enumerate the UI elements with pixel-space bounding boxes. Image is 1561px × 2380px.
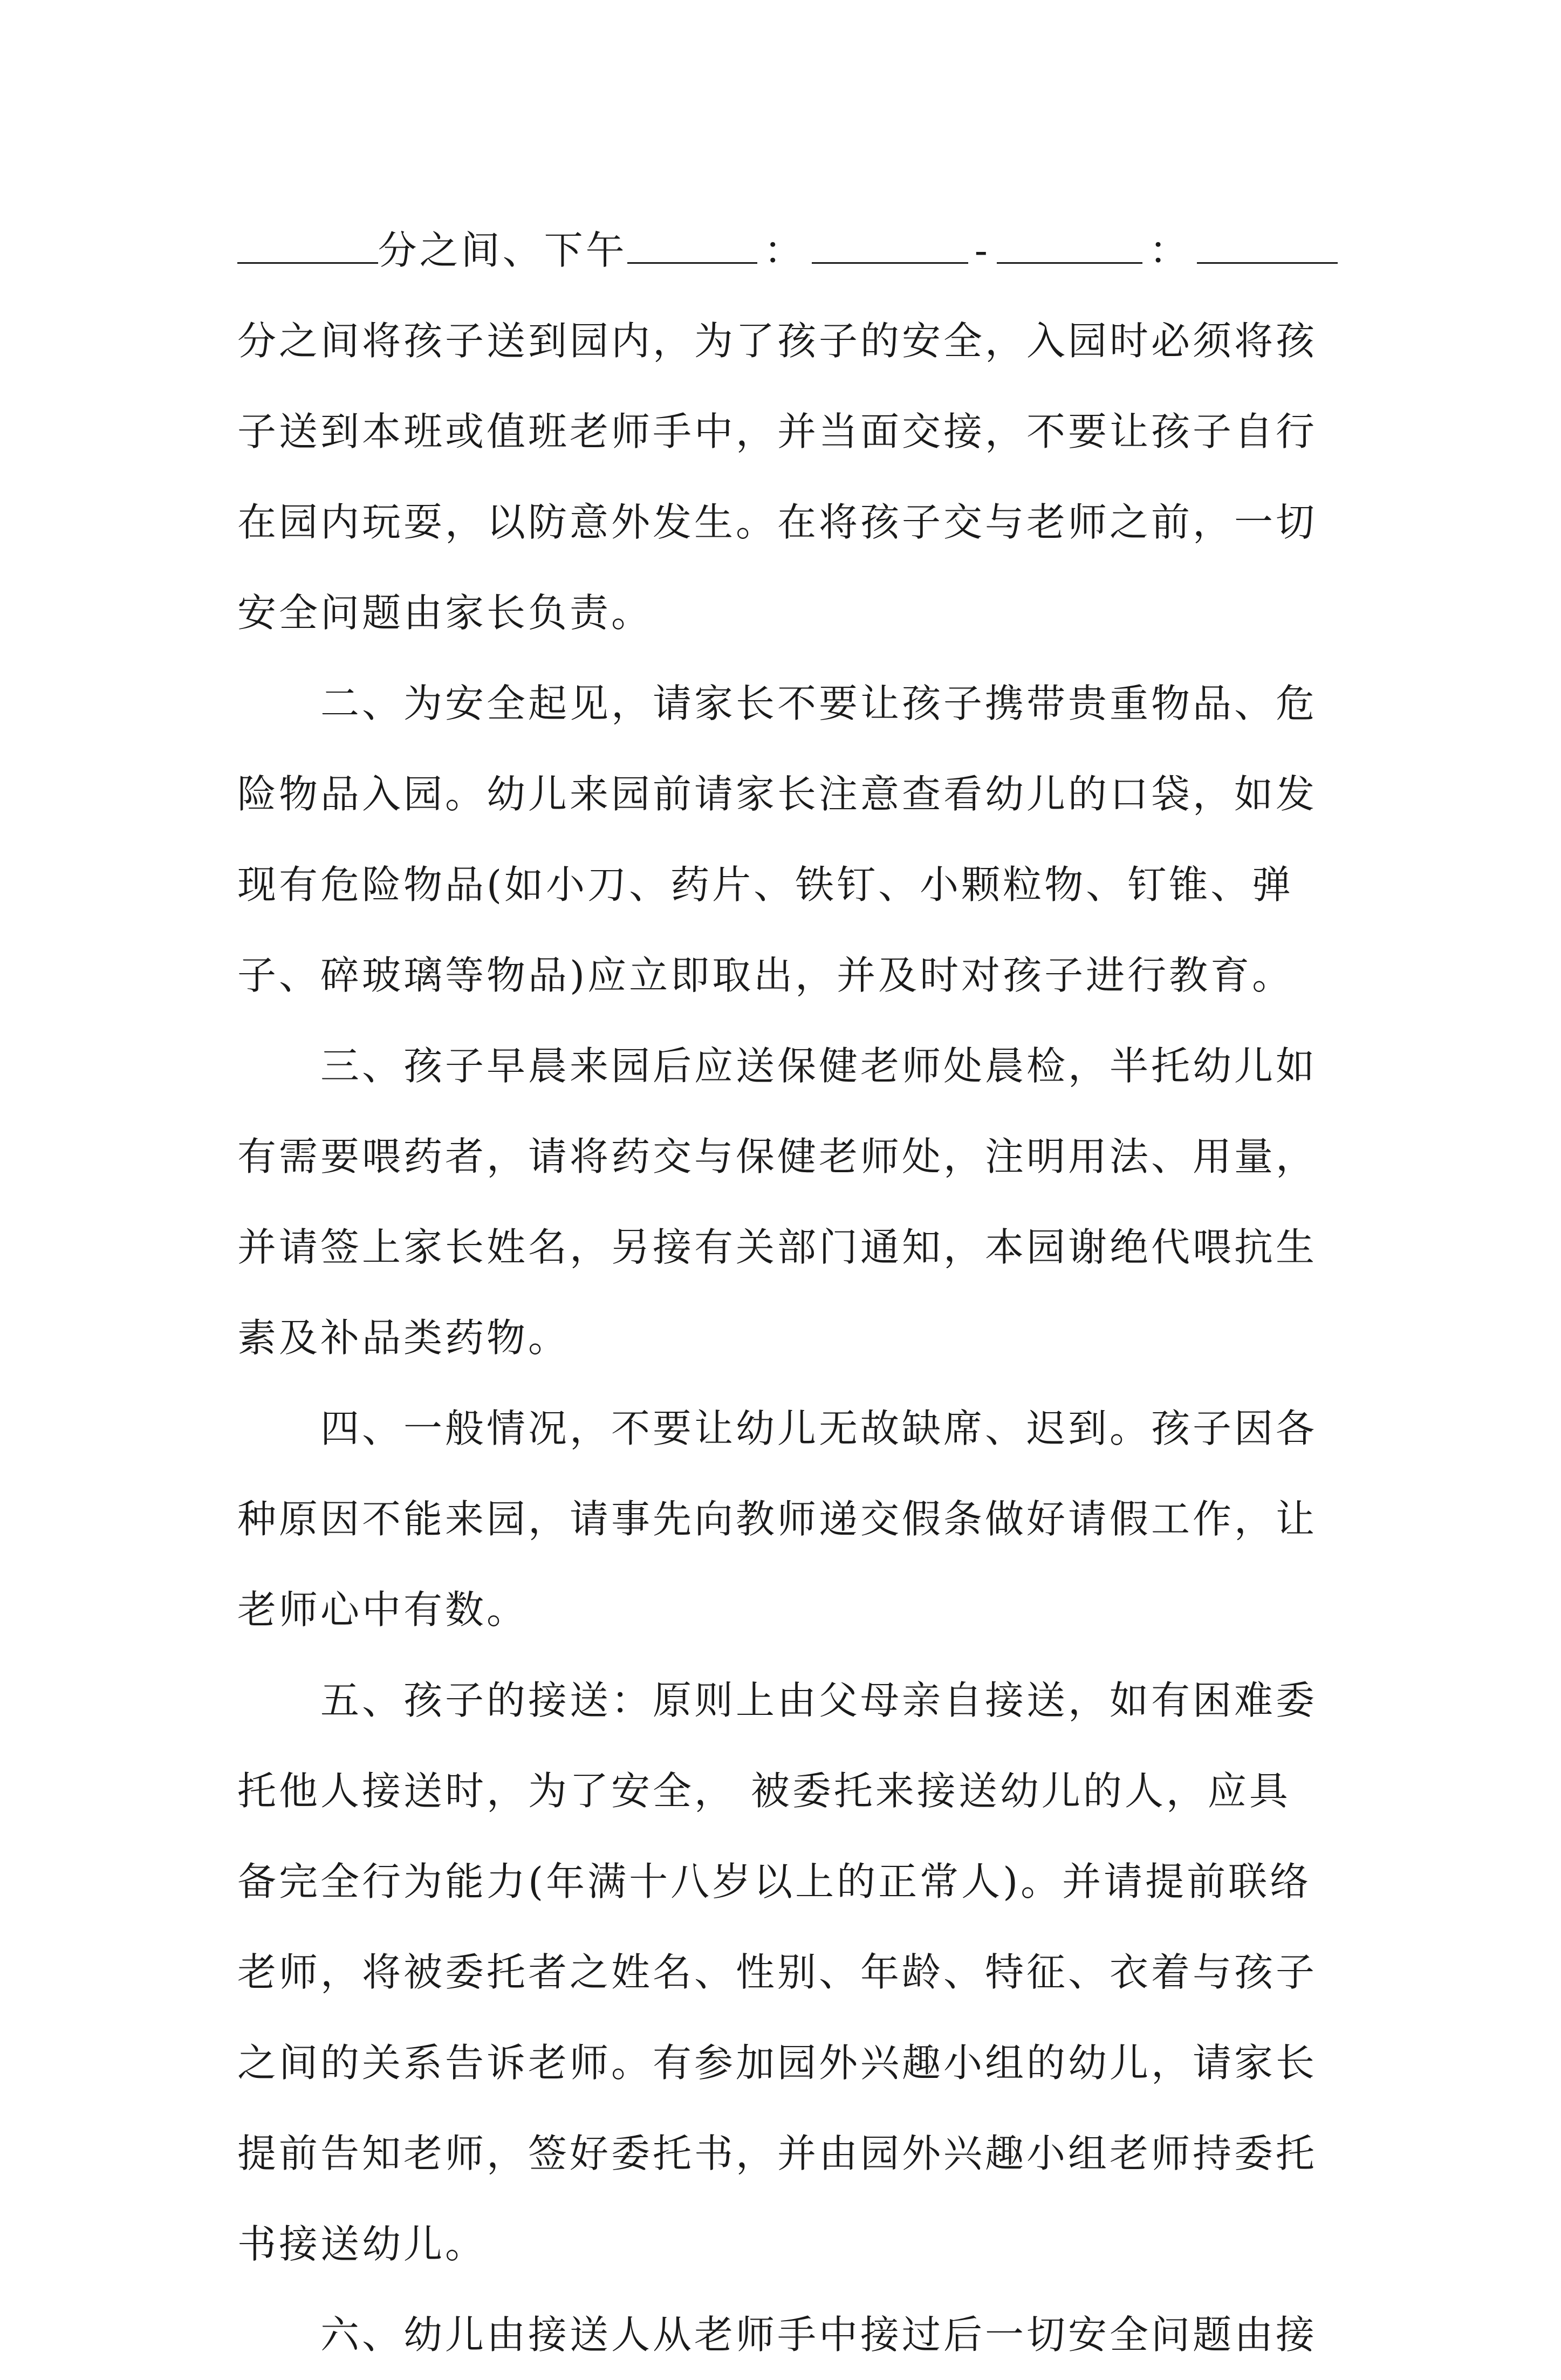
text-line: 之间的关系告诉老师。有参加园外兴趣小组的幼儿，请家长 [237,2040,1318,2085]
text-segment: 分之间、下午 [378,228,627,273]
text-line: 并请签上家长姓名，另接有关部门通知，本园谢绝代喂抗生 [237,1225,1318,1270]
paragraph-3-start: 三、孩子早晨来园后应送保健老师处晨检，半托幼儿如 [237,1043,1318,1089]
paragraph-4-start: 四、一般情况，不要让幼儿无故缺席、迟到。孩子因各 [237,1406,1318,1451]
document-body [237,205,1338,2380]
paragraph-6-start: 六、幼儿由接送人从老师手中接过后一切安全问题由接 [237,2312,1318,2357]
text-line: 素及补品类药物。 [237,1315,570,1360]
text-line: 现有危险物品(如小刀、药片、铁钉、小颗粒物、钉锥、弹 [237,862,1294,907]
time-blanks-line [237,205,1338,296]
text-line: 分之间将孩子送到园内，为了孩子的安全，入园时必须将孩 [237,318,1318,364]
paragraph-2-start: 二、为安全起见，请家长不要让孩子携带贵重物品、危 [237,681,1318,726]
colon-separator: ： [1149,228,1191,273]
text-line: 老师，将被委托者之姓名、性别、年龄、特征、衣着与孩子 [237,1950,1318,1995]
paragraph-5-start: 五、孩子的接送：原则上由父母亲自接送，如有困难委 [237,1678,1318,1723]
text-line: 备完全行为能力(年满十八岁以上的正常人)。并请提前联络 [237,1859,1312,1904]
text-line: 书接送幼儿。 [237,2221,487,2267]
text-line: 有需要喂药者，请将药交与保健老师处，注明用法、用量， [237,1134,1318,1179]
text-line: 提前告知老师，签好委托书，并由园外兴趣小组老师持委托 [237,2131,1318,2176]
text-line: 险物品入园。幼儿来园前请家长注意查看幼儿的口袋，如发 [237,771,1318,817]
text-line: 安全问题由家长负责。 [237,590,653,635]
blank-field[interactable] [237,230,378,264]
colon-separator: ： [764,228,806,273]
blank-field[interactable] [997,230,1142,264]
text-line: 子、碎玻璃等物品)应立即取出，并及时对孩子进行教育。 [237,953,1294,998]
text-line: 老师心中有数。 [237,1587,529,1632]
blank-field[interactable] [1197,230,1338,264]
blank-field[interactable] [627,230,757,264]
text-line: 子送到本班或值班老师手中，并当面交接，不要让孩子自行 [237,409,1318,454]
text-line: 在园内玩耍，以防意外发生。在将孩子交与老师之前，一切 [237,500,1318,545]
text-line: 种原因不能来园，请事先向教师递交假条做好请假工作，让 [237,1496,1318,1542]
dash-separator: - [974,228,990,273]
text-line: 托他人接送时，为了安全， 被委托来接送幼儿的人，应具 [237,1768,1291,1814]
blank-field[interactable] [812,230,968,264]
